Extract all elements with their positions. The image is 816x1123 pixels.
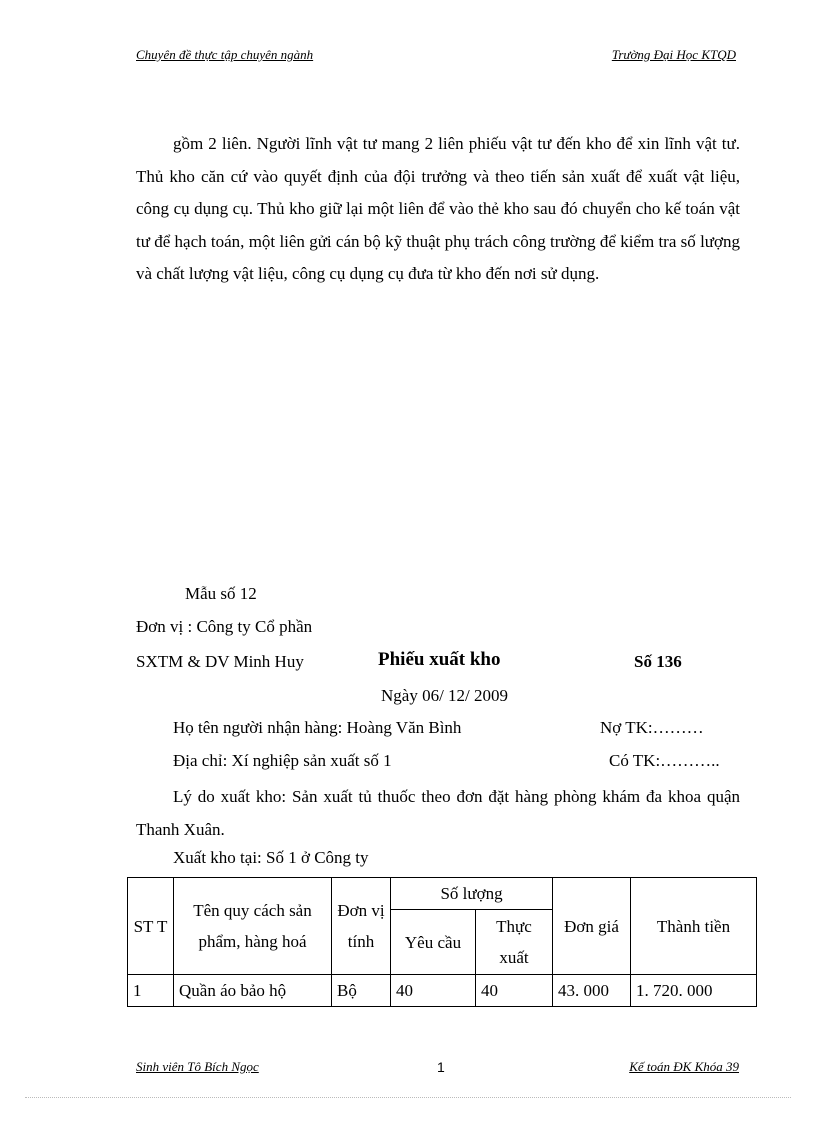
footer-left: Sinh viên Tô Bích Ngọc: [136, 1059, 259, 1074]
col-header-unit: Đơn vị tính: [332, 878, 391, 975]
col-header-stt: ST T: [128, 878, 174, 975]
table-row: [128, 975, 757, 1007]
form-title: Phiếu xuất kho: [378, 649, 501, 670]
col-header-qty-req: Yêu cầu: [391, 910, 476, 975]
debit-account: Nợ TK:………: [600, 718, 704, 737]
template-number: Mẫu số 12: [185, 584, 257, 603]
warehouse-line: Xuất kho tại: Số 1 ở Công ty: [173, 848, 369, 867]
cell-name: Quần áo bảo hộ: [174, 975, 332, 1007]
address-line: Địa chỉ: Xí nghiệp sản xuất số 1: [173, 751, 392, 770]
col-header-price: Đơn giá: [553, 878, 631, 975]
credit-account: Có TK:………..: [609, 751, 720, 770]
body-paragraph: [136, 128, 740, 291]
table-header-row: [128, 878, 757, 910]
cell-qty-act: 40: [476, 975, 553, 1007]
col-header-name: Tên quy cách sản phẩm, hàng hoá: [174, 878, 332, 975]
body-paragraph-text: gồm 2 liên. Người lĩnh vật tư mang 2 liên phiếu vật tư đến kho để xin lĩnh vật tư. Thủ kho căn cứ vào quyết định của đội trưởng và theo tiến sản xuất để xuất vật liệu, công cụ dụng cụ. Thủ kho giữ lại một liên để vào thẻ kho sau đó chuyển cho kế toán vật tư để hạch toán, một liên gửi cán bộ kỹ thuật phụ trách công trường để kiểm tra số lượng và chất lượng vật liệu, công cụ dụng cụ đưa từ kho đến nơi sử dụng.: [136, 134, 740, 283]
cell-total: 1. 720. 000: [631, 975, 757, 1007]
col-header-qty: Số lượng: [391, 878, 553, 910]
issue-table: [127, 877, 757, 1007]
unit-line-2: SXTM & DV Minh Huy: [136, 652, 304, 671]
header-left: Chuyên đề thực tập chuyên ngành: [136, 47, 314, 62]
page-number: 1: [437, 1059, 445, 1075]
page-bottom-divider: [25, 1097, 791, 1098]
cell-qty-req: 40: [391, 975, 476, 1007]
col-header-total: Thành tiền: [631, 878, 757, 975]
cell-price: 43. 000: [553, 975, 631, 1007]
form-number: Số 136: [634, 652, 682, 671]
cell-stt: 1: [128, 975, 174, 1007]
col-header-qty-act: Thực xuất: [476, 910, 553, 975]
unit-line-1: Đơn vị : Công ty Cổ phần: [136, 617, 313, 636]
reason-paragraph: Lý do xuất kho: Sản xuất tủ thuốc theo đơn đặt hàng phòng khám đa khoa quận Thanh Xuân.: [136, 787, 740, 839]
cell-unit: Bộ: [332, 975, 391, 1007]
form-date: Ngày 06/ 12/ 2009: [381, 686, 509, 705]
recipient-line: Họ tên người nhận hàng: Hoàng Văn Bình: [173, 718, 462, 737]
header-right: Trường Đại Học KTQD: [611, 47, 736, 62]
footer-right: Kế toán ĐK Khóa 39: [629, 1059, 739, 1074]
